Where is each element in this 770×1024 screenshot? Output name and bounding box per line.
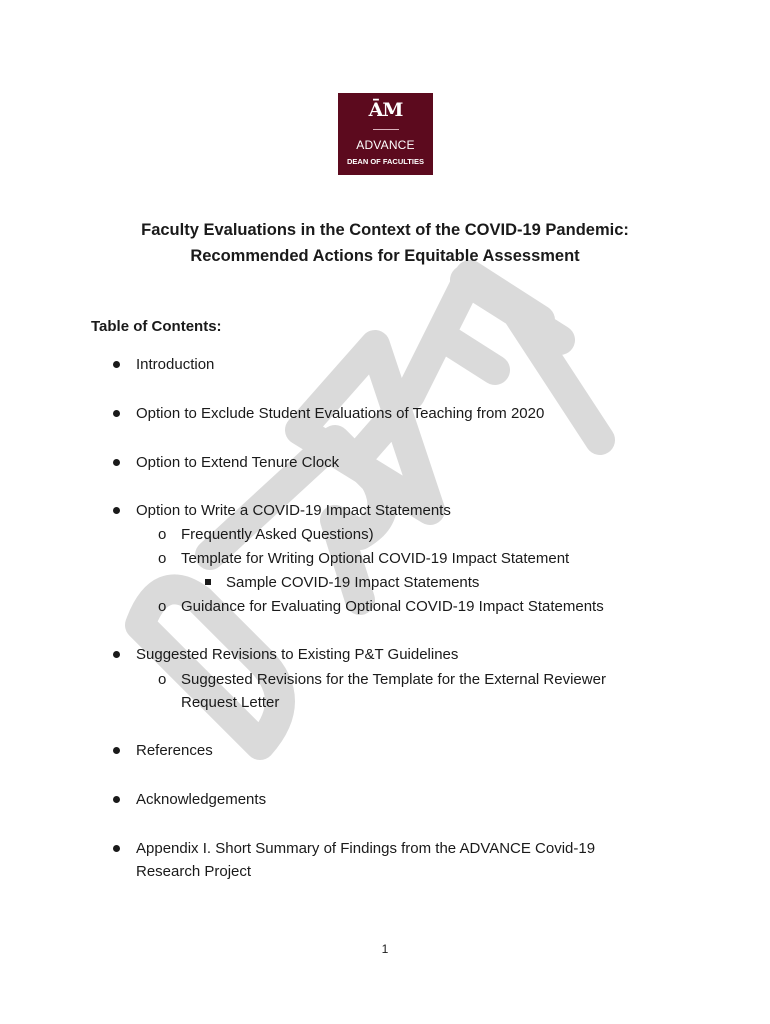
toc-item-label: Acknowledgements [136, 791, 267, 808]
bullet-icon [113, 796, 120, 803]
title-line-1: Faculty Evaluations in the Context of the COVID-19 Pandemic: [141, 221, 629, 239]
toc-item-label: Suggested Revisions for the Template for the External Reviewer [181, 671, 606, 688]
toc-item-extend-tenure [136, 451, 339, 474]
toc-item-label: Frequently Asked Questions) [181, 526, 374, 543]
toc-item-pt-guidelines [136, 643, 458, 666]
title-line-2: Recommended Actions for Equitable Assessment [190, 247, 580, 265]
toc-item-label: Introduction [136, 356, 215, 373]
toc-item-label: Sample COVID-19 Impact Statements [226, 574, 480, 591]
toc-item-label: Option to Exclude Student Evaluations of Teaching from 2020 [136, 405, 545, 422]
bullet-icon [113, 747, 120, 754]
toc-item-label: Guidance for Evaluating Optional COVID-19 Impact Statements [181, 598, 604, 615]
toc-subitem-external-reviewer [158, 668, 606, 691]
hollow-bullet-icon: o [158, 598, 167, 615]
toc-item-label: Appendix I. Short Summary of Findings from the ADVANCE Covid-19 [136, 840, 596, 857]
document-title [0, 217, 770, 269]
bullet-icon [113, 845, 120, 852]
logo-mark: ĀM [368, 99, 403, 121]
toc-item-impact-statements [136, 499, 451, 522]
logo-name: ADVANCE [356, 138, 415, 152]
toc-item-label: Template for Writing Optional COVID-19 Impact Statement [181, 550, 570, 567]
toc-item-label: Option to Extend Tenure Clock [136, 454, 340, 471]
toc-item-label: Option to Write a COVID-19 Impact Statements [136, 502, 451, 519]
hollow-bullet-icon: o [158, 671, 167, 688]
toc-item-label: References [136, 742, 213, 759]
page-number: 1 [381, 942, 389, 956]
toc-heading: Table of Contents: [91, 318, 222, 335]
toc-subitem-template [158, 547, 570, 570]
toc-item-label: Request Letter [181, 694, 280, 711]
bullet-icon [113, 410, 120, 417]
toc-subsubitem-samples [226, 571, 479, 594]
tamu-advance-logo [338, 93, 433, 175]
toc-item-appendix [136, 837, 595, 860]
hollow-bullet-icon: o [158, 550, 167, 567]
square-bullet-icon [205, 579, 211, 585]
toc-item-exclude-evaluations [136, 402, 544, 425]
bullet-icon [113, 507, 120, 514]
toc-subitem-external-reviewer-cont [181, 691, 279, 714]
toc-item-label: Suggested Revisions to Existing P&T Guidelines [136, 646, 459, 663]
bullet-icon [113, 361, 120, 368]
toc-item-label: Research Project [136, 863, 252, 880]
toc-item-introduction [136, 353, 214, 376]
logo-divider [373, 129, 399, 130]
hollow-bullet-icon: o [158, 526, 167, 543]
toc-item-references [136, 739, 213, 762]
bullet-icon [113, 651, 120, 658]
toc-item-appendix-cont [136, 860, 251, 883]
bullet-icon [113, 459, 120, 466]
toc-subitem-guidance [158, 595, 604, 618]
toc-item-acknowledgements [136, 788, 266, 811]
logo-subtitle: DEAN OF FACULTIES [347, 157, 424, 166]
toc-subitem-faq [158, 523, 374, 546]
